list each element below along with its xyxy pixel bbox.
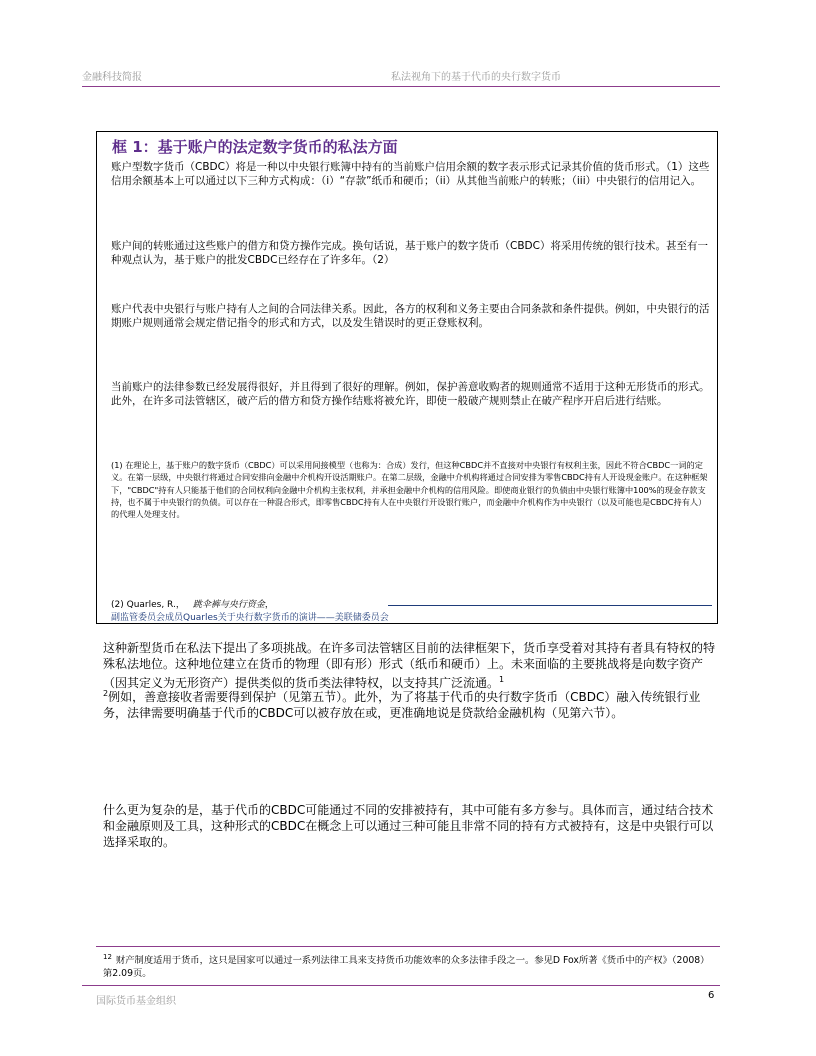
reference-author: (2) Quarles, R.， — [111, 600, 185, 610]
box-reference — [111, 597, 274, 610]
reference-suffix: ， — [264, 600, 274, 610]
running-header-left: 金融科技简报 — [82, 72, 142, 83]
body-text: 这种新型货币在私法下提出了多项挑战。在许多司法管辖区目前的法律框架下，货币享受着对其持有者具有特权的特殊私法地位。这种地位建立在货币的物理（即有形）形式（纸币和硬币）上。未来面临的主要挑战将是向数字资产（因其定义为无形资产）提供类似的货币类法律特权，以支持其广泛流通。 — [103, 641, 716, 690]
footer-divider — [82, 985, 720, 986]
running-header-right: 私法视角下的基于代币的央行数字货币 — [391, 72, 561, 83]
header-divider — [82, 86, 720, 87]
body-paragraph — [103, 640, 715, 691]
box-paragraph: 当前账户的法律参数已经发展得很好，并且得到了很好的理解。例如，保护善意收购者的规则通常不适用于这种无形货币的形式。此外，在许多司法管辖区，破产后的借方和贷方操作结账将被允许，即使一般破产规则禁止在破产程序开启后进行结账。 — [111, 381, 710, 407]
box-paragraph: 账户代表中央银行与账户持有人之间的合同法律关系。因此，各方的权利和义务主要由合同条款和条件提供。例如，中央银行的活期账户规则通常会规定借记指令的形式和方式，以及发生错误时的更正登账权利。 — [111, 303, 710, 329]
box-paragraph: 账户型数字货币（CBDC）将是一种以中央银行账簿中持有的当前账户信用余额的数字表示形式记录其价值的货币形式。（1）这些信用余额基本上可以通过以下三种方式构成：（i）“存款”纸币和硬币；（ii）从其他当前账户的转账；（iii）中央银行的信用记入。 — [111, 161, 710, 187]
footnote-text: 财产制度适用于货币，这只是国家可以通过一系列法律工具来支持货币功能效率的众多法律手段之一。参见D Fox所著《货币中的产权》（2008）第2.09页。 — [103, 955, 705, 980]
body-paragraph — [103, 686, 715, 721]
body-paragraph: 什么更为复杂的是，基于代币的CBDC可能通过不同的安排被持有，其中可能有多方参与。具体而言，通过结合技术和金融原则及工具，这种形式的CBDC在概念上可以通过三种可能且非常不同的持有方式被持有，这是中央银行可以选择采取的。 — [103, 803, 714, 849]
body-text: 例如，善意接收者需要得到保护（见第五节）。此外，为了将基于代币的央行数字货币（CBDC）融入传统银行业务，法律需要明确基于代币的CBDC可以被存放在或，更准确地说是贷款给金融机构（见第六节）。 — [103, 690, 701, 720]
box-paragraph: 账户间的转账通过这些账户的借方和贷方操作完成。换句话说，基于账户的数字货币（CBDC）将采用传统的银行技术。甚至有一种观点认为，基于账户的批发CBDC已经存在了许多年。（2） — [111, 240, 708, 266]
footnote — [103, 951, 708, 980]
info-box — [96, 131, 718, 624]
footnote-marker[interactable]: 1 — [499, 675, 505, 684]
box-note: (1) 在理论上，基于账户的数字货币（CBDC）可以采用间接模型（也称为：合成）发行，但这种CBDC并不直接对中央银行有权利主张，因此不符合CBDC一词的定义。在第一层级，中央银行将通过合同安排向金融中介机构开设活期账户。在第二层级，金融中介机构将通过合同安排为零售CBDC持有人开设现金账户。在这种框架下，"CBDC"持有人只能基于他们的合同权利向金融中介机构主张权利，并承担金融中介机构的信用风险。即使商业银行的负债由中央银行账簿中100%的现金存款支持，也不属于中央银行的负债。可以存在一种混合形式，即零售CBDC持有人在中央银行开设银行账户，而金融中介机构作为中央银行（以及可能也是CBDC持有人）的代理人处理支付。 — [111, 460, 708, 520]
reference-underline — [388, 605, 712, 606]
footnote-marker[interactable]: 2 — [103, 689, 109, 698]
footnote-number: 12 — [103, 953, 112, 961]
footer-organization: 国际货币基金组织 — [96, 996, 176, 1007]
reference-title: 跳伞裤与央行资金 — [192, 600, 265, 610]
page-number: 6 — [708, 990, 715, 1001]
box-title: 框 1：基于账户的法定数字货币的私法方面 — [112, 138, 398, 156]
footnote-divider — [96, 946, 720, 947]
reference-link[interactable]: 副监管委员会成员Quarles关于央行数字货币的演讲——美联储委员会 — [111, 613, 389, 623]
